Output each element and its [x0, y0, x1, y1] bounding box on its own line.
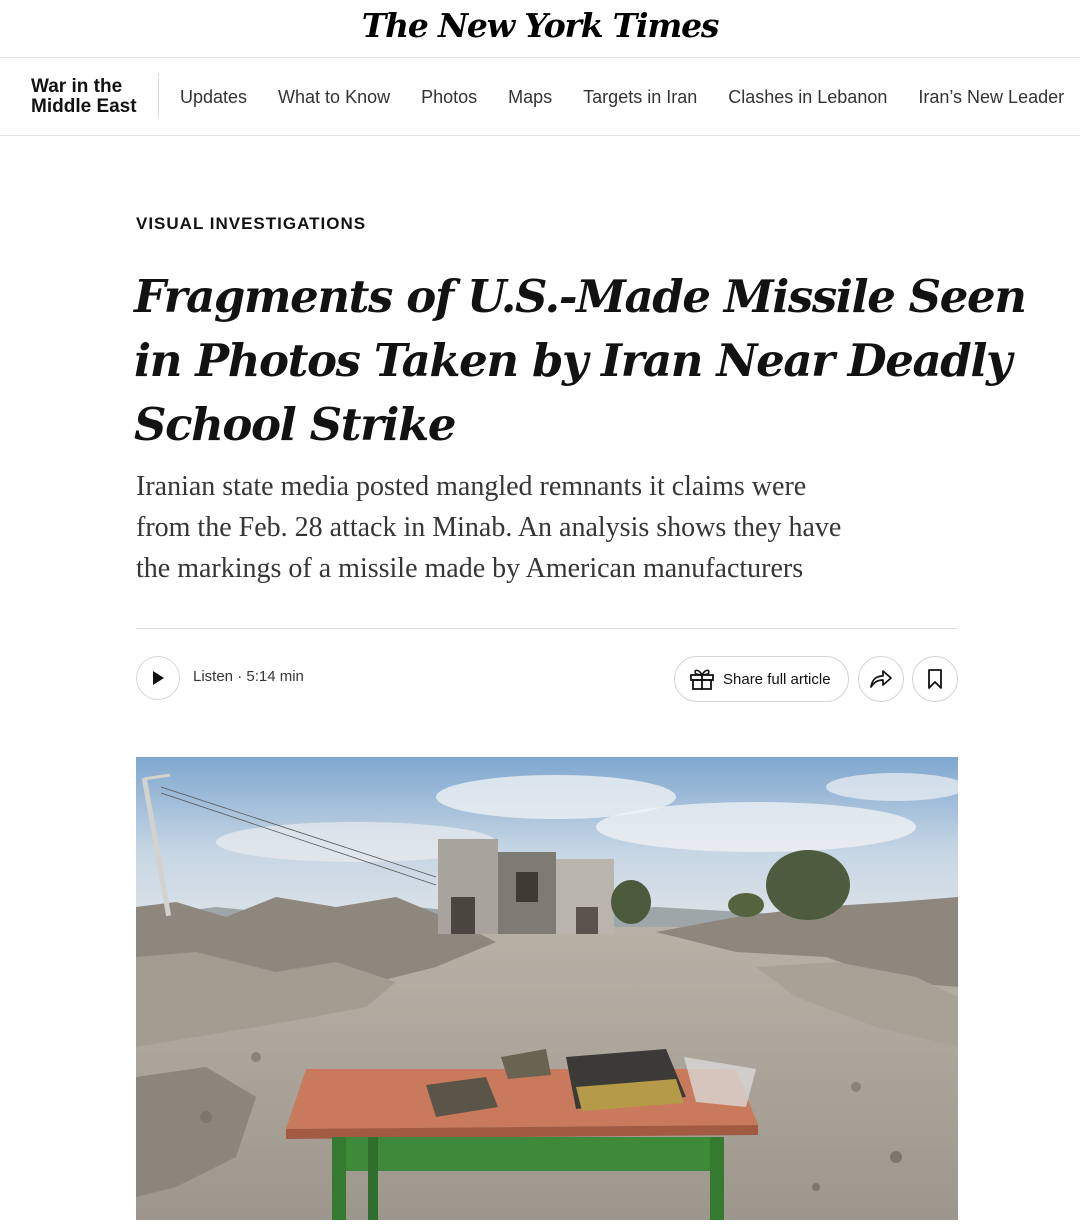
- share-button[interactable]: [858, 656, 904, 702]
- nav-link-what-to-know[interactable]: What to Know: [278, 87, 391, 107]
- summary: [136, 466, 966, 589]
- masthead: [0, 0, 1080, 58]
- headline-line: in Photos Taken by Iran Near Deadly: [134, 334, 1011, 387]
- nav-link-targets-in-iran[interactable]: Targets in Iran: [583, 87, 698, 107]
- nav-link-photos[interactable]: Photos: [421, 87, 478, 107]
- nav-links: [180, 59, 1064, 136]
- headline-line: School Strike: [134, 398, 456, 451]
- section-nav: [0, 59, 1080, 136]
- nyt-logo[interactable]: The New York Times: [361, 6, 719, 45]
- nav-link-updates[interactable]: Updates: [180, 87, 248, 107]
- lead-photo[interactable]: [136, 757, 958, 1220]
- nav-link-clashes-in-lebanon[interactable]: Clashes in Lebanon: [728, 87, 888, 107]
- play-icon: [151, 670, 165, 686]
- section-kicker[interactable]: VISUAL INVESTIGATIONS: [136, 214, 367, 233]
- nav-link-maps[interactable]: Maps: [508, 87, 553, 107]
- header-rule: [136, 628, 958, 629]
- section-title[interactable]: [31, 77, 137, 117]
- summary-line: the markings of a missile made by American manufacturers: [136, 553, 804, 584]
- listen-duration[interactable]: Listen · 5:14 min: [193, 668, 304, 685]
- bookmark-icon: [926, 668, 944, 690]
- section-title-line1: War in the: [31, 76, 123, 97]
- share-full-article-button[interactable]: [674, 656, 849, 702]
- section-title-line2: Middle East: [31, 96, 137, 117]
- headline-line: Fragments of U.S.-Made Missile Seen: [134, 270, 1026, 323]
- share-arrow-icon: [868, 668, 894, 690]
- share-full-article-label: Share full article: [723, 670, 831, 688]
- headline: [134, 265, 1026, 457]
- gift-icon: [689, 667, 715, 691]
- summary-line: Iranian state media posted mangled remnants it claims were: [136, 471, 807, 502]
- nav-link-irans-new-leader[interactable]: Iran’s New Leader: [918, 87, 1065, 107]
- nav-divider: [158, 73, 159, 118]
- summary-line: from the Feb. 28 attack in Minab. An analysis shows they have: [136, 512, 842, 543]
- save-bookmark-button[interactable]: [912, 656, 958, 702]
- listen-play-button[interactable]: [136, 656, 180, 700]
